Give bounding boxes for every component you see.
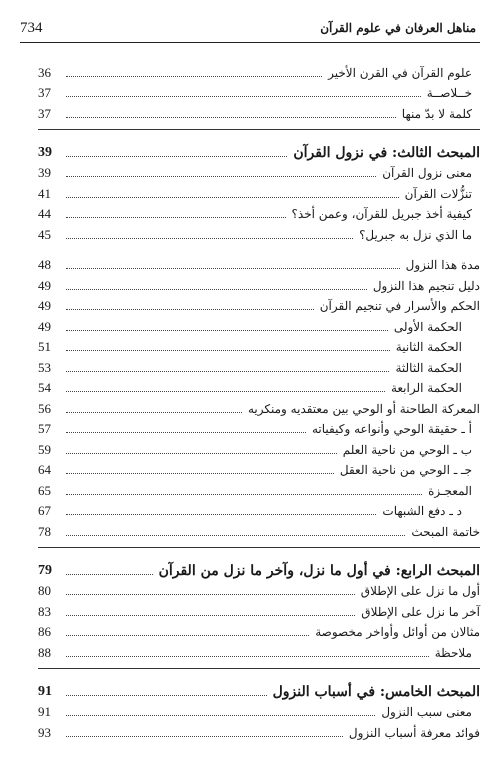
toc-entry-title: معنى نزول القرآن bbox=[382, 166, 472, 180]
toc-page-number: 54 bbox=[38, 380, 51, 395]
toc-entry[interactable] bbox=[38, 376, 480, 397]
toc-entry-title: كيفية أخذ جبريل للقرآن، وعمن أخذ؟ bbox=[291, 207, 472, 221]
section-divider bbox=[38, 547, 480, 548]
dot-leader bbox=[66, 635, 309, 636]
toc-entry[interactable] bbox=[38, 60, 480, 81]
dot-leader bbox=[66, 371, 389, 372]
toc-entry[interactable] bbox=[38, 579, 480, 600]
section-title: المبحث الثالث: في نزول القرآن bbox=[293, 144, 480, 161]
dot-leader bbox=[66, 330, 388, 331]
toc-entry-title: أ ـ حقيقة الوحي وأنواعه وكيفياته bbox=[312, 422, 472, 436]
toc-entry-title: جـ ـ الوحي من ناحية العقل bbox=[339, 463, 472, 477]
toc-page-number: 49 bbox=[38, 277, 51, 293]
dot-leader bbox=[66, 156, 287, 157]
toc-page-number: 93 bbox=[38, 724, 51, 740]
toc-section-heading[interactable] bbox=[38, 676, 480, 700]
dot-leader bbox=[66, 76, 322, 77]
toc-entry-title: ما الذي نزل به جبريل؟ bbox=[359, 227, 472, 242]
dot-leader bbox=[66, 217, 286, 218]
dot-leader bbox=[66, 176, 376, 177]
toc-page-number: 45 bbox=[38, 226, 51, 242]
toc-entry[interactable] bbox=[38, 437, 480, 458]
section-divider bbox=[38, 668, 480, 669]
dot-leader bbox=[66, 391, 385, 392]
section-title: المبحث الرابع: في أول ما نزل، وآخر ما نزل من القرآن bbox=[158, 562, 480, 579]
dot-leader bbox=[66, 656, 429, 657]
dot-leader bbox=[66, 238, 353, 239]
table-of-contents bbox=[38, 60, 480, 741]
dot-leader bbox=[66, 574, 153, 575]
toc-page-number: 49 bbox=[38, 318, 51, 334]
toc-page-number: 41 bbox=[38, 185, 51, 201]
toc-page-number: 48 bbox=[38, 257, 51, 272]
toc-entry-title: فوائد معرفة أسباب النزول bbox=[348, 725, 480, 740]
toc-entry[interactable] bbox=[38, 458, 480, 479]
toc-entry[interactable] bbox=[38, 720, 480, 741]
toc-entry-title: د ـ دفع الشبهات bbox=[382, 504, 462, 518]
toc-page-number: 65 bbox=[38, 482, 51, 498]
toc-entry-title: المعجـزة bbox=[428, 483, 472, 498]
dot-leader bbox=[66, 535, 405, 536]
toc-page-number: 37 bbox=[38, 85, 51, 100]
toc-entry-title: الحكمة الأولى bbox=[393, 319, 462, 334]
toc-entry[interactable] bbox=[38, 222, 480, 243]
toc-entry[interactable] bbox=[38, 499, 480, 520]
dot-leader bbox=[66, 715, 375, 716]
toc-page-number: 78 bbox=[38, 523, 51, 539]
toc-entry-title: آخر ما نزل على الإطلاق bbox=[361, 604, 480, 619]
toc-page-number: 44 bbox=[38, 206, 51, 221]
toc-entry[interactable] bbox=[38, 81, 480, 102]
toc-page-number: 83 bbox=[38, 603, 51, 619]
toc-page-number: 49 bbox=[38, 298, 51, 313]
toc-entry[interactable] bbox=[38, 253, 480, 274]
toc-entry[interactable] bbox=[38, 273, 480, 294]
dot-leader bbox=[66, 695, 267, 696]
toc-entry-title: مثالان من أوائل وأواخر مخصوصة bbox=[315, 625, 480, 639]
toc-entry[interactable] bbox=[38, 478, 480, 499]
toc-entry[interactable] bbox=[38, 181, 480, 202]
toc-entry[interactable] bbox=[38, 417, 480, 438]
toc-page-number: 39 bbox=[38, 144, 52, 160]
toc-entry[interactable] bbox=[38, 620, 480, 641]
toc-entry-title: المعركة الطاحنة أو الوحي بين معتقديه ومنكريه bbox=[247, 401, 480, 416]
toc-entry[interactable] bbox=[38, 314, 480, 335]
toc-entry-title: كلمة لا بدّ منها bbox=[401, 106, 472, 121]
toc-entry[interactable] bbox=[38, 355, 480, 376]
toc-page-number: 57 bbox=[38, 421, 51, 436]
toc-entry[interactable] bbox=[38, 202, 480, 223]
toc-page-number: 64 bbox=[38, 462, 51, 477]
toc-section-heading[interactable] bbox=[38, 137, 480, 161]
toc-entry-title: تنزُّلات القرآن bbox=[404, 186, 472, 201]
toc-entry[interactable] bbox=[38, 700, 480, 721]
toc-entry[interactable] bbox=[38, 640, 480, 661]
dot-leader bbox=[66, 96, 421, 97]
toc-page-number: 39 bbox=[38, 165, 51, 180]
dot-leader bbox=[66, 615, 355, 616]
page-number: 734 bbox=[20, 20, 43, 36]
toc-entry-title: مدة هذا النزول bbox=[405, 258, 480, 272]
dot-leader bbox=[66, 736, 343, 737]
section-divider bbox=[38, 129, 480, 130]
toc-page-number: 80 bbox=[38, 583, 51, 598]
toc-page-number: 51 bbox=[38, 339, 51, 354]
dot-leader bbox=[66, 412, 242, 413]
toc-page-number: 79 bbox=[38, 562, 52, 578]
spacer bbox=[38, 243, 480, 253]
toc-entry-title: دليل تنجيم هذا النزول bbox=[372, 278, 480, 293]
toc-page-number: 67 bbox=[38, 503, 51, 518]
toc-page-number: 53 bbox=[38, 359, 51, 375]
dot-leader bbox=[66, 268, 400, 269]
toc-page-number: 36 bbox=[38, 64, 51, 80]
toc-section-heading[interactable] bbox=[38, 555, 480, 579]
toc-entry-title: ب ـ الوحي من ناحية العلم bbox=[342, 442, 472, 457]
toc-entry-title: خاتمة المبحث bbox=[411, 524, 480, 539]
dot-leader bbox=[66, 117, 396, 118]
dot-leader bbox=[66, 197, 399, 198]
toc-entry[interactable] bbox=[38, 396, 480, 417]
toc-entry[interactable] bbox=[38, 161, 480, 182]
toc-entry-title: ملاحظة bbox=[434, 645, 472, 660]
toc-page-number: 37 bbox=[38, 105, 51, 121]
toc-page-number: 56 bbox=[38, 400, 51, 416]
toc-entry-title: معنى سبب النزول bbox=[381, 705, 472, 719]
toc-entry-title: الحكم والأسرار في تنجيم القرآن bbox=[319, 299, 480, 313]
page-header bbox=[20, 20, 480, 43]
dot-leader bbox=[66, 494, 422, 495]
dot-leader bbox=[66, 473, 334, 474]
toc-entry-title: أول ما نزل على الإطلاق bbox=[360, 584, 480, 598]
dot-leader bbox=[66, 453, 337, 454]
toc-page-number: 91 bbox=[38, 704, 51, 719]
dot-leader bbox=[66, 309, 314, 310]
dot-leader bbox=[66, 514, 376, 515]
toc-page-number: 59 bbox=[38, 441, 51, 457]
toc-page-number: 88 bbox=[38, 644, 51, 660]
toc-entry-title: الحكمة الثانية bbox=[395, 340, 462, 354]
toc-page-number: 91 bbox=[38, 683, 52, 699]
dot-leader bbox=[66, 594, 355, 595]
dot-leader bbox=[66, 432, 306, 433]
toc-entry-title: علوم القرآن في القرن الأخير bbox=[328, 65, 472, 80]
toc-entry[interactable] bbox=[38, 519, 480, 540]
section-title: المبحث الخامس: في أسباب النزول bbox=[272, 683, 480, 700]
dot-leader bbox=[66, 289, 367, 290]
toc-entry-title: خــلاصــة bbox=[426, 86, 472, 100]
toc-entry-title: الحكمة الثالثة bbox=[395, 360, 462, 375]
toc-entry[interactable] bbox=[38, 294, 480, 315]
dot-leader bbox=[66, 350, 390, 351]
toc-page-number: 86 bbox=[38, 624, 51, 639]
toc-entry[interactable] bbox=[38, 599, 480, 620]
toc-entry[interactable] bbox=[38, 101, 480, 122]
toc-entry-title: الحكمة الرابعة bbox=[390, 381, 462, 395]
toc-entry[interactable] bbox=[38, 335, 480, 356]
running-title: مناهل العرفان في علوم القرآن bbox=[320, 21, 476, 35]
